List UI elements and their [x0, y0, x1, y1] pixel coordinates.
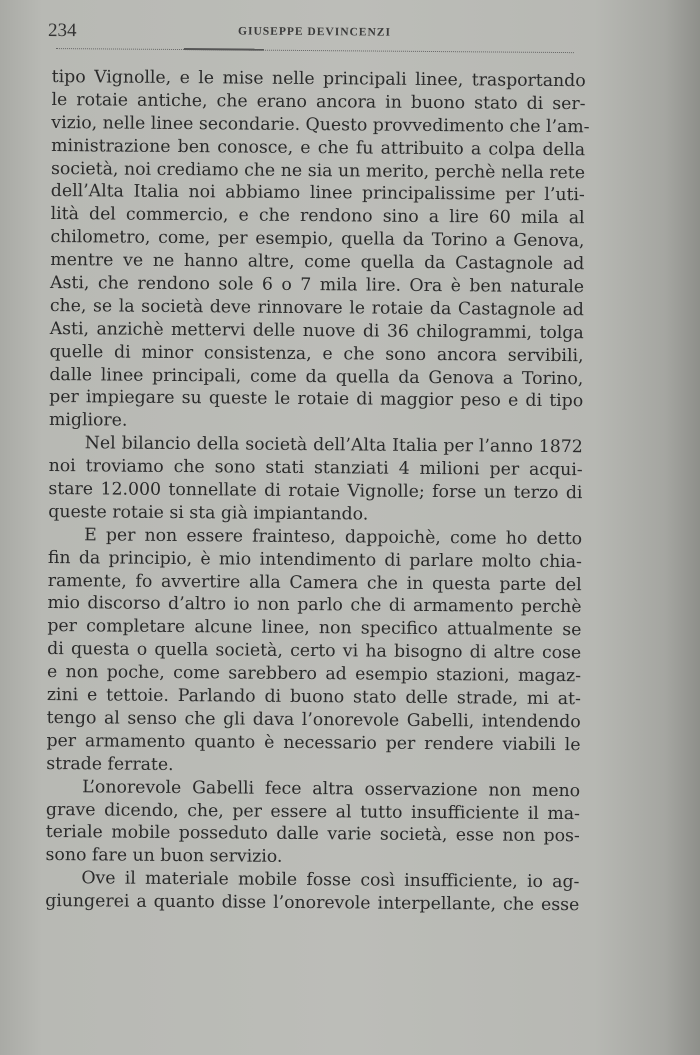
- text-line: noi troviamo che sono stati stanziati 4 milioni per acqui-: [48, 456, 583, 481]
- text-line: L’onorevole Gabelli fece altra osservazione non meno: [82, 776, 581, 801]
- text-line: società, noi crediamo che ne sia un merito, perchè nella rete: [50, 158, 586, 183]
- text-line: dell’Alta Italia noi abbiamo linee principalissime per l’uti-: [50, 181, 585, 206]
- text-line: Nel bilancio della società dell’Alta Italia per l’anno 1872: [84, 433, 583, 458]
- text-line: ramente, fo avvertire alla Camera che in questa parte del: [47, 570, 582, 595]
- text-line: queste rotaie si sta già impiantando.: [48, 501, 369, 525]
- text-line: per armamento quanto è necessario per rendere viabili le: [46, 730, 581, 756]
- body-text: [45, 66, 590, 917]
- text-line: Ove il materiale mobile fosse così insufficiente, io ag-: [81, 868, 580, 893]
- text-line: Asti, che rendono sole 6 o 7 mila lire. Ora è ben naturale: [50, 273, 585, 298]
- text-line: per completare alcune linee, non specifico attualmente se: [47, 616, 582, 641]
- text-line: quelle di minor consistenza, e che sono ancora servibili,: [49, 341, 584, 366]
- page-number: 234: [47, 19, 77, 42]
- text-line: tengo al senso che gli dava l’onorevole Gabelli, intendendo: [46, 707, 581, 733]
- text-line: giungerei a quanto disse l’onorevole interpellante, che esse: [45, 891, 580, 916]
- running-title: GIUSEPPE DEVINCENZI: [238, 25, 391, 39]
- header-rule-accent: [184, 48, 264, 51]
- text-line: Asti, anzichè mettervi delle nuove di 36 chilogrammi, tolga: [49, 318, 584, 343]
- text-line: teriale mobile posseduto dalle varie società, esse non pos-: [45, 822, 580, 847]
- header-rule: [56, 48, 574, 53]
- text-line: le rotaie antiche, che erano ancora in buono stato di ser-: [51, 89, 586, 115]
- text-line: E per non essere frainteso, dappoichè, come ho detto: [84, 525, 583, 550]
- text-line: stare 12.000 tonnellate di rotaie Vignolle; forse un terzo di: [48, 479, 583, 504]
- text-line: migliore.: [48, 410, 128, 431]
- text-line: mio discorso d’altro io non parlo che di armamento perchè: [47, 593, 582, 618]
- text-line: grave dicendo, che, per essere al tutto insufficiente il ma-: [45, 799, 581, 824]
- text-line: che, se la società deve rinnovare le rotaie da Castagnole ad: [49, 295, 584, 321]
- text-line: fin da principio, è mio intendimento di parlare molto chia-: [47, 547, 582, 572]
- text-line: tipo Vignolle, e le mise nelle principali linee, trasportando: [51, 67, 586, 92]
- text-line: per impiegare su queste le rotaie di maggior peso e di tipo: [49, 387, 584, 412]
- text-line: vizio, nelle linee secondarie. Questo provvedimento che l’am-: [51, 112, 590, 138]
- text-line: mentre ve ne hanno altre, come quella da Castagnole ad: [50, 250, 585, 275]
- text-line: dalle linee principali, come da quella da Genova a Torino,: [49, 364, 584, 389]
- text-line: di questa o quella società, certo vi ha bisogno di altre cose: [47, 639, 582, 664]
- text-line: strade ferrate.: [46, 753, 174, 775]
- text-line: sono fare un buon servizio.: [45, 845, 283, 868]
- text-line: lità del commercio, e che rendono sino a lire 60 mila al: [50, 204, 585, 229]
- text-line: chilometro, come, per esempio, quella da Torino a Genova,: [50, 227, 585, 252]
- text-line: zini e tettoie. Parlando di buono stato delle strade, mi at-: [46, 685, 581, 710]
- text-line: ministrazione ben conosce, e che fu attribuito a colpa della: [51, 135, 586, 160]
- text-line: e non poche, come sarebbero ad esempio stazioni, magaz-: [46, 662, 582, 687]
